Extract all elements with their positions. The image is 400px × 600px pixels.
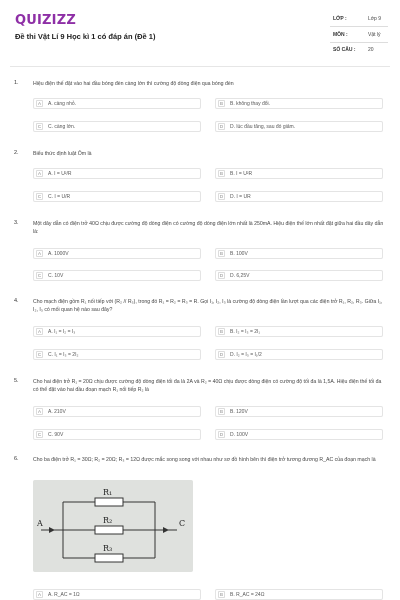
option-letter: B xyxy=(219,171,223,176)
arrow-icon xyxy=(49,527,55,533)
question-text: Hiệu điện thế đặt vào hai đầu bóng đèn càng lớn thì cường độ dòng điện qua bóng đèn xyxy=(33,81,234,87)
option-5c[interactable] xyxy=(33,429,201,440)
option-text: B. không thay đổi. xyxy=(230,101,271,107)
exam-title: Đề thi Vật Lí 9 Học kì 1 có đáp án (Đề 1) xyxy=(15,32,156,41)
option-letter: A xyxy=(37,592,41,597)
brand-logo: QUIZIZZ xyxy=(15,13,76,28)
option-text: D. lúc đầu tăng, sau đó giảm. xyxy=(230,124,296,130)
option-letter: A xyxy=(37,101,41,106)
parallel-circuit-diagram xyxy=(33,480,193,572)
option-text: A. 210V xyxy=(48,409,66,415)
option-text: D. I₂ = I₃ = I₁/2 xyxy=(230,352,262,358)
option-letter: D xyxy=(219,194,224,199)
option-5d[interactable] xyxy=(215,429,383,440)
option-3c[interactable] xyxy=(33,270,201,281)
option-2c[interactable] xyxy=(33,191,201,202)
question-number: 3. xyxy=(14,220,19,226)
option-letter: C xyxy=(37,432,42,437)
option-text: A. 1000V xyxy=(48,251,69,257)
option-2a[interactable] xyxy=(33,168,201,179)
option-text: B. I = U²R xyxy=(230,171,253,177)
option-3b[interactable] xyxy=(215,248,383,259)
option-text: A. càng nhỏ. xyxy=(48,101,77,107)
option-text: C. I₁ = I₃ = 2I₂ xyxy=(48,352,79,358)
option-letter: C xyxy=(37,124,42,129)
option-text: B. I₂ = I₃ = 2I₁ xyxy=(230,329,261,335)
option-2d[interactable] xyxy=(215,191,383,202)
meta-label-grade: LỚP : xyxy=(333,16,347,22)
question-text: Cho ba điện trở R₁ = 30Ω; R₂ = 20Ω; R₃ = 12Ω được mắc song song với nhau như sơ đồ hình bên thì điện trở tương đương R_AC của đoạn mạch là xyxy=(33,457,376,463)
question-text: Biểu thức định luật Ôm là xyxy=(33,151,92,157)
meta-label-subject: MÔN : xyxy=(333,32,348,38)
option-text: D. I = UR xyxy=(230,194,251,200)
label-a: A xyxy=(37,519,43,528)
meta-label-count: SỐ CÂU : xyxy=(333,47,356,53)
option-text: C. I = U/R xyxy=(48,194,71,200)
worksheet-header xyxy=(0,0,400,64)
meta-divider xyxy=(330,42,388,43)
option-1b[interactable] xyxy=(215,98,383,109)
meta-value-grade: Lớp 9 xyxy=(368,16,382,22)
resistor-r1 xyxy=(95,498,123,506)
question-number: 5. xyxy=(14,378,19,384)
option-6a[interactable] xyxy=(33,589,201,600)
meta-value-count: 20 xyxy=(368,47,374,53)
option-letter: D xyxy=(219,124,224,129)
option-text: B. 100V xyxy=(230,251,248,257)
option-letter: A xyxy=(37,409,41,414)
option-letter: C xyxy=(37,352,42,357)
option-4a[interactable] xyxy=(33,326,201,337)
option-5b[interactable] xyxy=(215,406,383,417)
option-5a[interactable] xyxy=(33,406,201,417)
question-text: Cho mạch điện gồm R₁ nối tiếp với (R₂ // R₃), trong đó R₁ = R₂ = R₃ = R. Gọi I₁, I₂, I₃ là cường độ dòng điện lần lượt qua các điện trở R₁, R₂, R₃. Giữa I₁, I₂, I₃ có mối quan hệ nào sau đây? xyxy=(33,299,383,313)
option-text: C. càng lớn. xyxy=(48,124,76,130)
label-c: C xyxy=(179,519,186,528)
label-r3: R₃ xyxy=(103,544,113,553)
option-letter: D xyxy=(219,432,224,437)
option-4d[interactable] xyxy=(215,349,383,360)
option-text: C. 90V xyxy=(48,432,64,438)
option-1d[interactable] xyxy=(215,121,383,132)
option-4b[interactable] xyxy=(215,326,383,337)
circuit-figure xyxy=(33,480,193,572)
question-number: 4. xyxy=(14,298,19,304)
option-text: B. 120V xyxy=(230,409,248,415)
resistor-r2 xyxy=(95,526,123,534)
option-letter: B xyxy=(219,251,223,256)
option-text: A. I₁ = I₂ = I₃ xyxy=(48,329,76,335)
option-2b[interactable] xyxy=(215,168,383,179)
meta-divider xyxy=(330,26,388,27)
option-letter: C xyxy=(37,273,42,278)
label-r1: R₁ xyxy=(103,488,113,497)
question-number: 2. xyxy=(14,150,19,156)
option-3a[interactable] xyxy=(33,248,201,259)
option-letter: B xyxy=(219,101,223,106)
option-letter: A xyxy=(37,251,41,256)
option-letter: B xyxy=(219,592,223,597)
option-text: C. 10V xyxy=(48,273,64,279)
option-text: B. R_AC = 24Ω xyxy=(230,592,265,598)
option-4c[interactable] xyxy=(33,349,201,360)
meta-value-subject: Vật lý xyxy=(368,32,381,38)
option-1a[interactable] xyxy=(33,98,201,109)
resistor-r3 xyxy=(95,554,123,562)
option-text: D. 6,25V xyxy=(230,273,250,279)
option-letter: A xyxy=(37,329,41,334)
option-6b[interactable] xyxy=(215,589,383,600)
option-text: A. R_AC = 1Ω xyxy=(48,592,80,598)
arrow-icon xyxy=(163,527,169,533)
question-number: 1. xyxy=(14,80,19,86)
option-letter: B xyxy=(219,409,223,414)
option-3d[interactable] xyxy=(215,270,383,281)
label-r2: R₂ xyxy=(103,516,113,525)
option-letter: C xyxy=(37,194,42,199)
question-text: Một dây dẫn có điện trở 40Ω chịu được cường độ dòng điện có cường độ dòng điện lớn nhất là 250mA. Hiệu điện thế lớn nhất đặt giữa hai đầu dây dẫn là: xyxy=(33,221,384,235)
option-letter: D xyxy=(219,273,224,278)
option-1c[interactable] xyxy=(33,121,201,132)
question-text: Cho hai điện trở R₁ = 20Ω chịu được cường độ dòng điện tối đa là 2A và R₂ = 40Ω chịu được dòng điện có cường độ tối đa là 1,5A. Hiệu điện thế tối đa có thể đặt vào hai đầu đoạn mạch R₁ nối tiếp R₂ là xyxy=(33,379,382,393)
option-text: A. I = U²/R xyxy=(48,171,72,177)
option-text: D. 100V xyxy=(230,432,249,438)
option-letter: B xyxy=(219,329,223,334)
question-number: 6. xyxy=(14,456,19,462)
header-divider xyxy=(10,66,390,67)
option-letter: A xyxy=(37,171,41,176)
option-letter: D xyxy=(219,352,224,357)
